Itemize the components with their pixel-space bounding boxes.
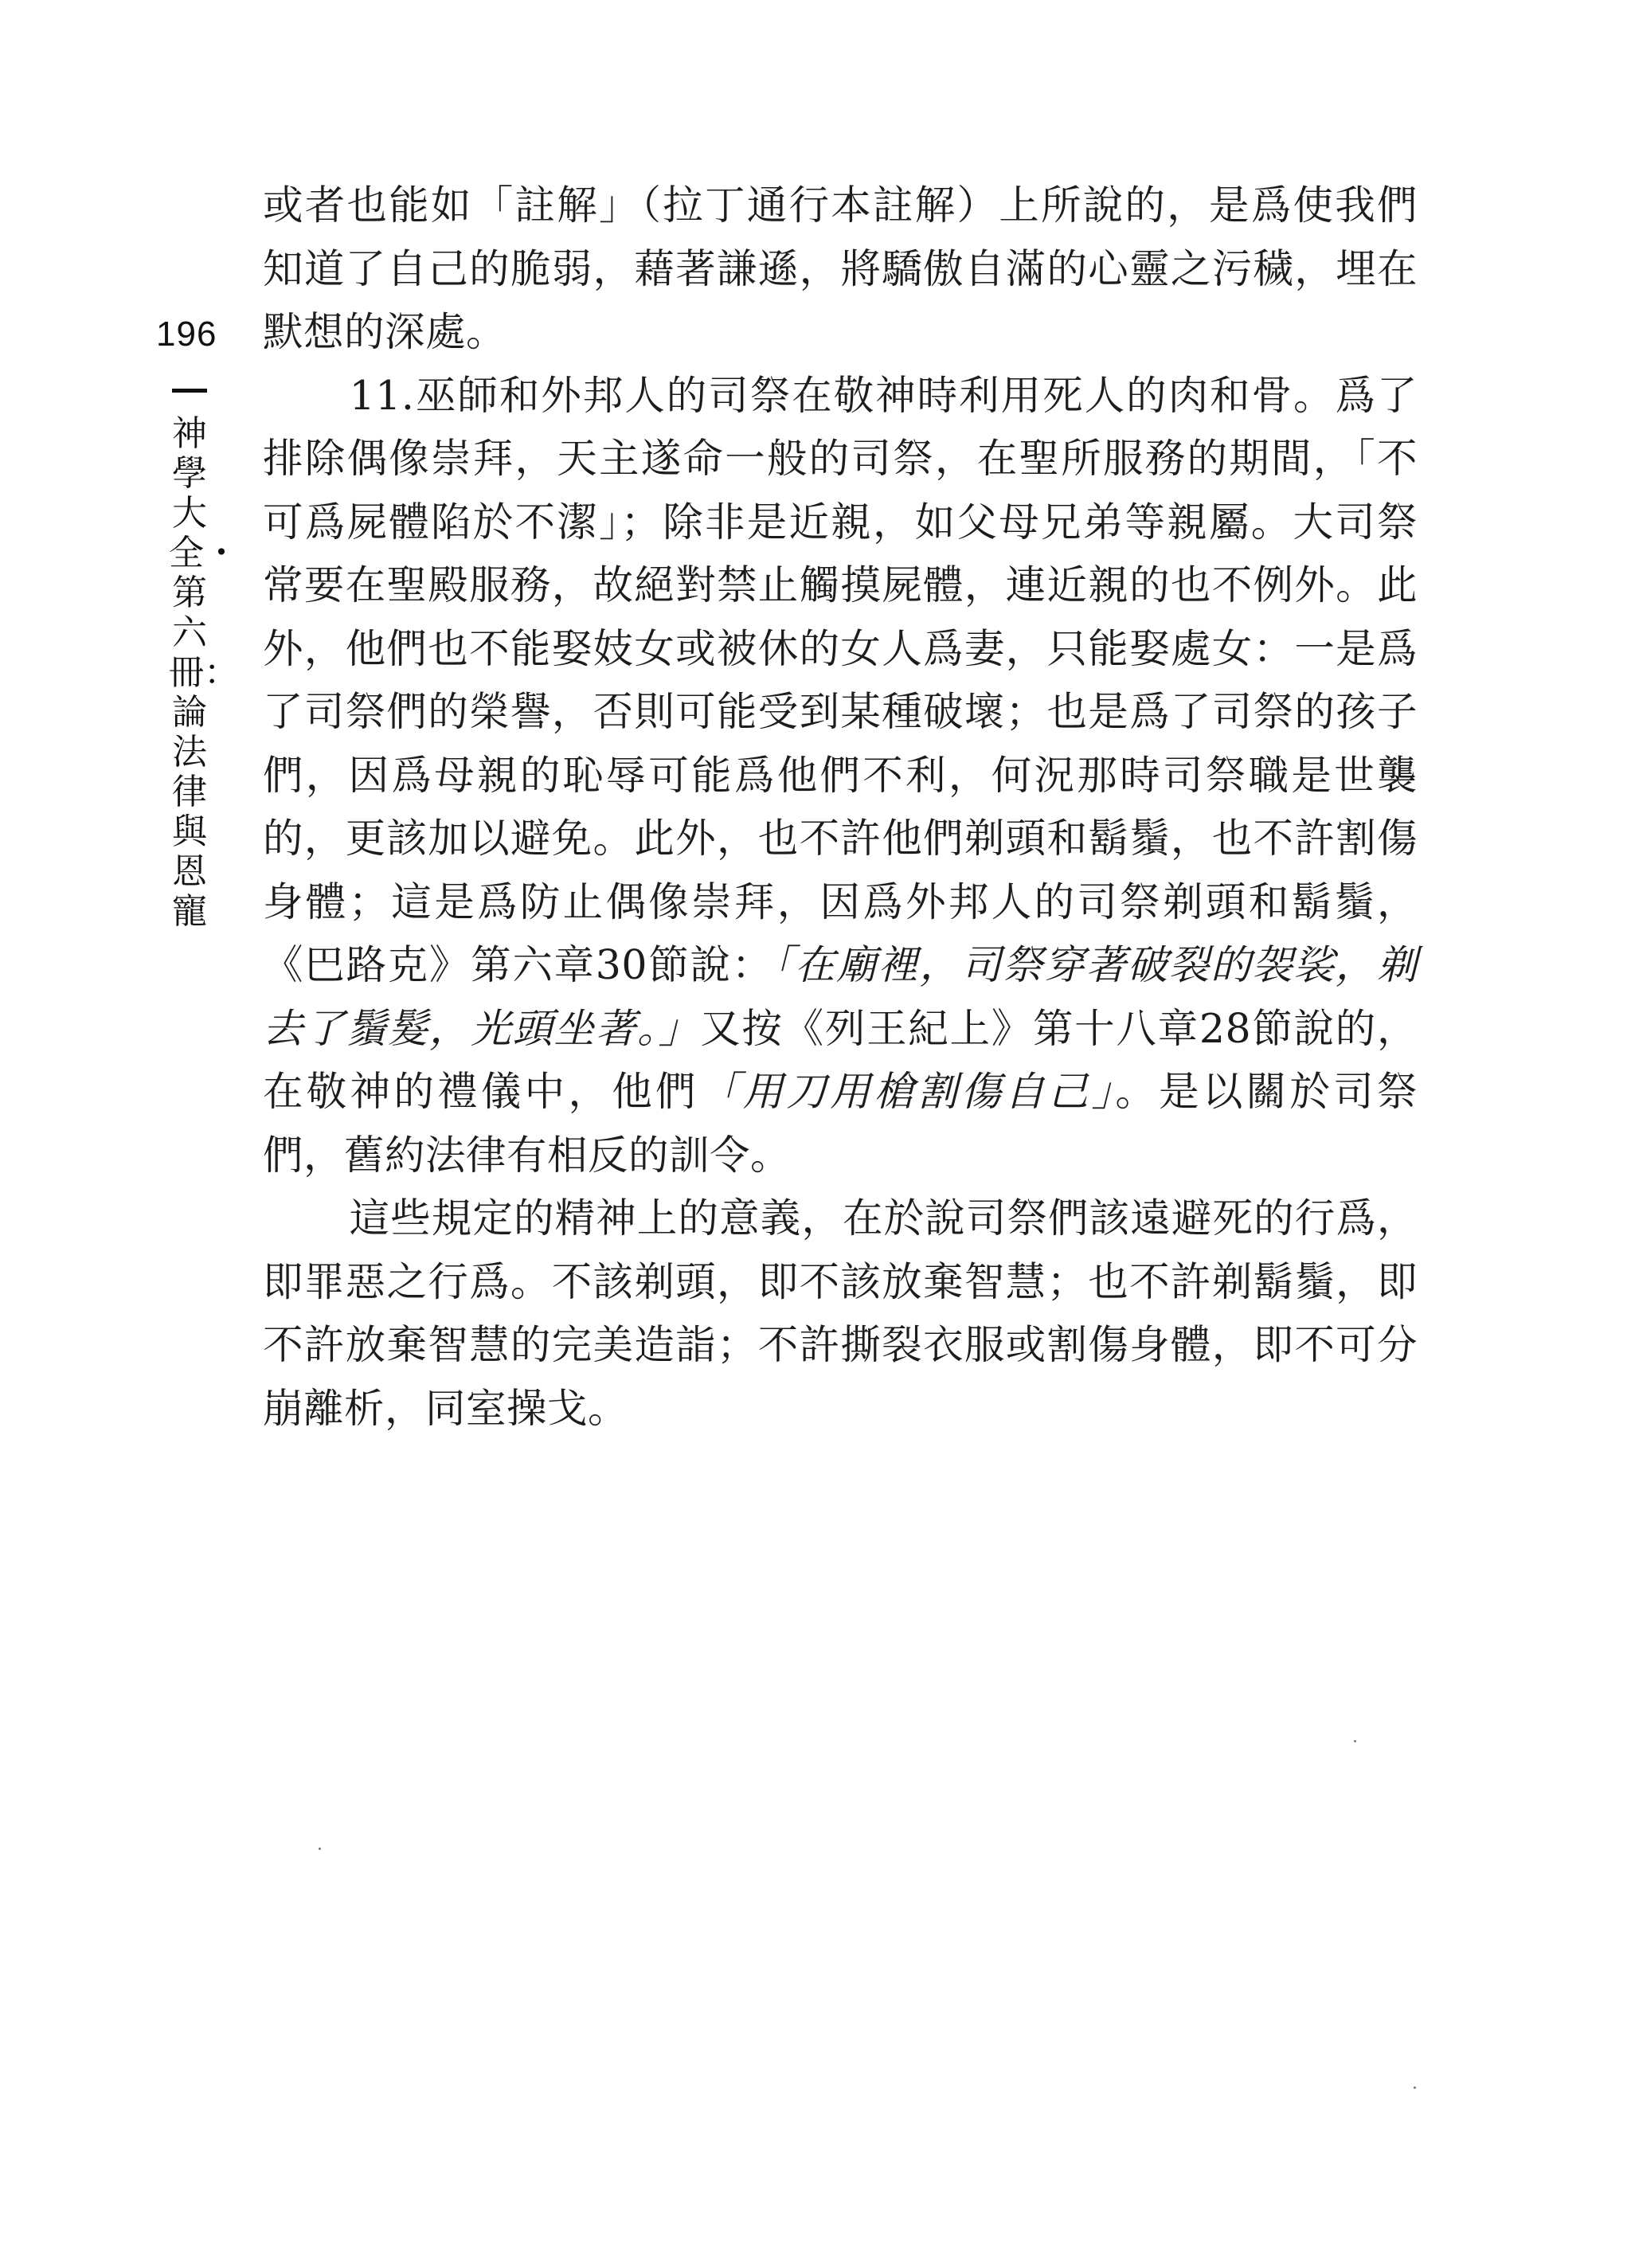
header-rule <box>172 389 207 393</box>
paragraph-3: 這些規定的精神上的意義，在於說司祭們該遠避死的行爲，即罪惡之行爲。不該剃頭，即不該放棄智慧；也不許剃鬍鬚，即不許放棄智慧的完美造詣；不許撕裂衣服或割傷身體，即不可分崩離析，同室操戈。 <box>263 1195 1418 1432</box>
scan-speck <box>1414 2086 1416 2089</box>
paragraph-2-text-b: 又按《列王紀上》第十八章28節說的，在敬神的禮儀中，他們 <box>263 1004 1418 1115</box>
paragraph-1: 或者也能如「註解」（拉丁通行本註解）上所說的，是爲使我們知道了自己的脆弱，藉著謙遜，將驕傲自滿的心靈之污穢，埋在默想的深處。 <box>263 182 1418 355</box>
paragraph-2-text-c: 。是以關於司祭們，舊約法律有相反的訓令。 <box>263 1068 1418 1179</box>
kings-quote: 「用刀用槍割傷自己」 <box>698 1068 1116 1115</box>
body-text <box>263 174 1418 1440</box>
page-number: 196 <box>156 315 217 354</box>
paragraph-2 <box>263 364 1418 1187</box>
paragraph-2-text-a: 11.巫師和外邦人的司祭在敬神時利用死人的肉和骨。爲了排除偶像崇拜，天主遂命一般的司祭，在聖所服務的期間，「不可爲屍體陷於不潔」；除非是近親，如父母兄弟等親屬。大司祭常要在聖殿服務，故絕對禁止觸摸屍體，連近親的也不例外。此外，他們也不能娶妓女或被休的女人爲妻，只能娶處女：一是爲了司祭們的榮譽，否則可能受到某種破壞；也是爲了司祭的孩子們，因爲母親的恥辱可能爲他們不利，何況那時司祭職是世襲的，更該加以避免。此外，也不許他們剃頭和鬍鬚，也不許割傷身體；這是爲防止偶像崇拜，因爲外邦人的司祭剃頭和鬍鬚，《巴路克》第六章30節說： <box>263 371 1418 988</box>
scan-speck <box>1354 1740 1356 1742</box>
scan-speck <box>319 1848 321 1850</box>
running-title: 神學大全・第六冊：論法律與恩寵 <box>169 413 239 932</box>
baruch-quote: 「在廟裡，司祭穿著破裂的袈裟，剃去了鬚髮，光頭坐著。」 <box>263 941 1418 1052</box>
